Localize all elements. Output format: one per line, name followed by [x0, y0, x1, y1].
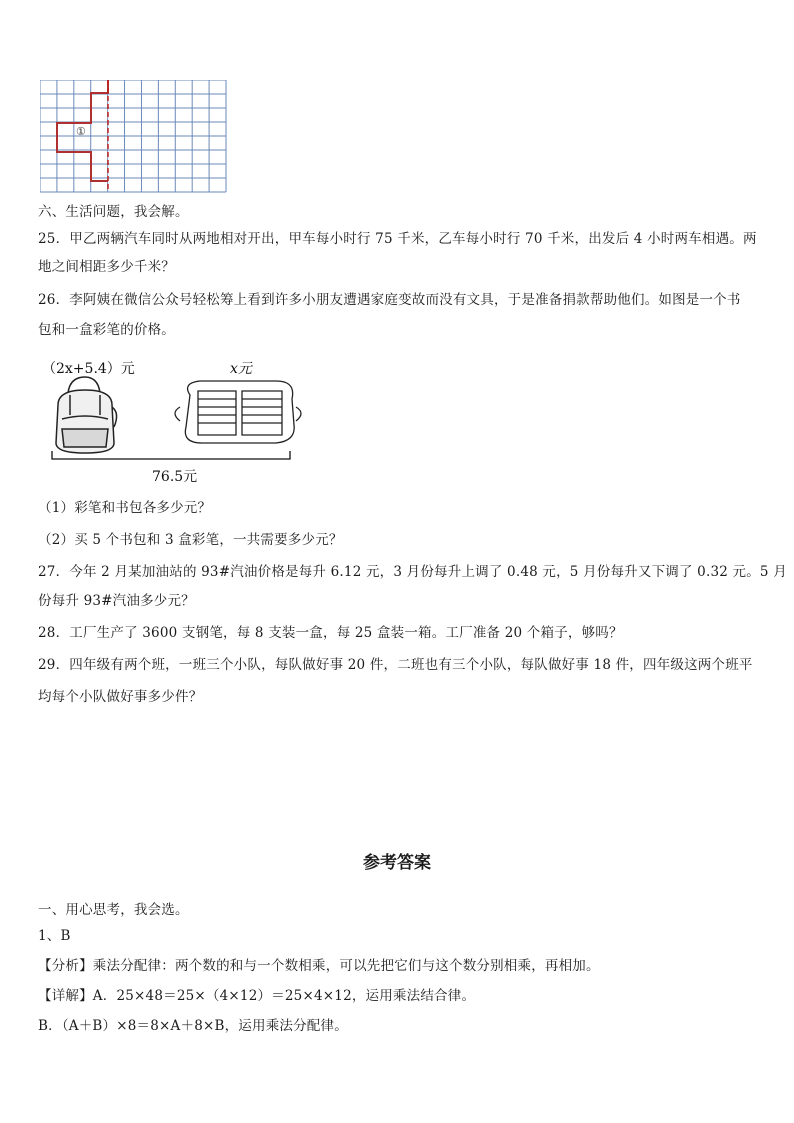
- q29-line1: 29．四年级有两个班，一班三个小队，每队做好事 20 件，二班也有三个小队，每队做好事 18 件，四年级这两个班平: [38, 657, 753, 673]
- answers-title: 参考答案: [363, 853, 431, 873]
- backpack-price-label: （2x+5.4）元: [42, 361, 135, 377]
- q25-line1: 25．甲乙两辆汽车同时从两地相对开出，甲车每小时行 75 千米，乙车每小时行 70 千米，出发后 4 小时两车相遇。两: [38, 231, 757, 247]
- q29-line2: 均每个小队做好事多少件？: [38, 689, 203, 705]
- price-figure: [40, 355, 310, 490]
- pens-price-label: x元: [230, 361, 252, 377]
- answer-1: 1、B: [38, 928, 71, 944]
- q27-line1: 27．今年 2 月某加油站的 93#汽油价格是每升 6.12 元，3 月份每升上调了 0.48 元，5 月份每升又下调了 0.32 元。5 月: [38, 564, 787, 580]
- shape-outline: [91, 80, 108, 93]
- q26-sub1: （1）彩笔和书包各多少元？: [38, 500, 212, 516]
- section6-title: 六、生活问题，我会解。: [38, 204, 189, 220]
- backpack-icon: [56, 377, 117, 453]
- color-pens-icon: [175, 381, 301, 443]
- answer-analysis: 【分析】乘法分配律：两个数的和与一个数相乘，可以先把它们与这个数分别相乘，再相加。: [38, 958, 600, 974]
- answers-section1: 一、用心思考，我会选。: [38, 902, 189, 918]
- answer-detail: 【详解】A．25×48＝25×（4×12）＝25×4×12，运用乘法结合律。: [38, 988, 476, 1004]
- q26-line1: 26．李阿姨在微信公众号轻松筹上看到许多小朋友遭遇家庭变故而没有文具，于是准备捐款帮助他们。如图是一个书: [38, 292, 741, 308]
- grid-figure: [40, 80, 230, 195]
- q25-line2: 地之间相距多少千米？: [38, 259, 175, 275]
- shape-label: ①: [76, 125, 86, 138]
- q26-sub2: （2）买 5 个书包和 3 盒彩笔，一共需要多少元？: [38, 532, 343, 548]
- answer-detail-b: B．（A＋B）×8＝8×A＋8×B，运用乘法分配律。: [38, 1018, 348, 1034]
- total-price-label: 76.5元: [152, 469, 198, 485]
- q26-line2: 包和一盒彩笔的价格。: [38, 322, 175, 338]
- q28-line1: 28．工厂生产了 3600 支钢笔，每 8 支装一盒，每 25 盒装一箱。工厂准备 20 个箱子，够吗？: [38, 625, 623, 641]
- q27-line2: 份每升 93#汽油多少元？: [38, 593, 195, 609]
